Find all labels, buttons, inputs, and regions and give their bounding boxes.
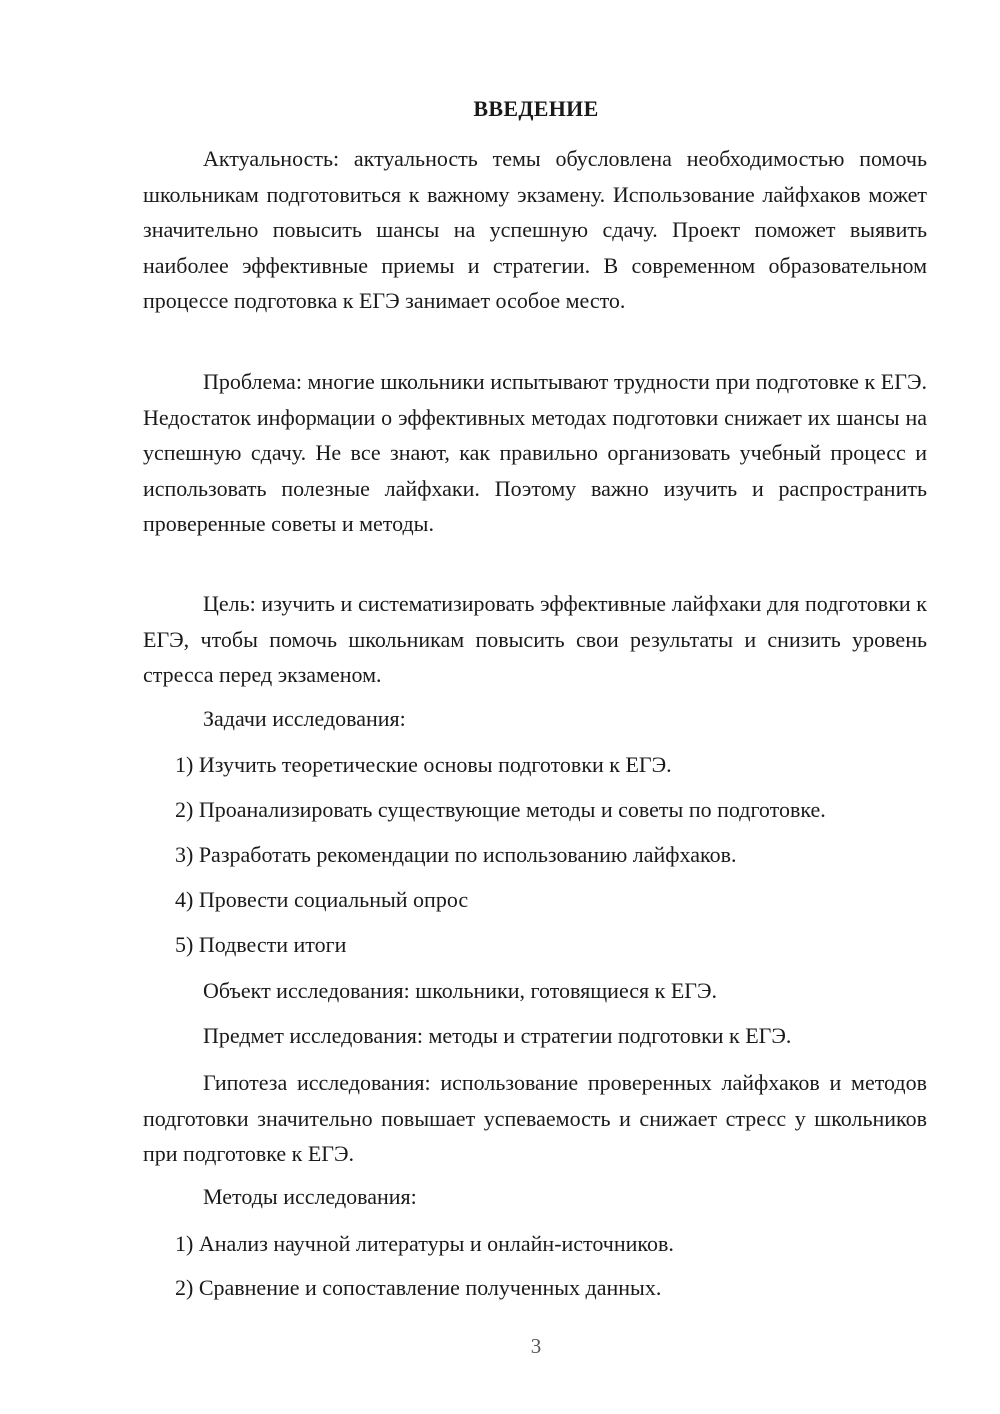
page-number: 3 <box>530 1334 542 1358</box>
subject-line: Предмет исследования: методы и стратегии подготовки к ЕГЭ. <box>203 1023 792 1048</box>
task-item-5: 5) Подвести итоги <box>175 932 347 957</box>
relevance-paragraph: Актуальность: актуальность темы обусловлена необходимостью помочь школьникам подготовиться к важному экзамену. Использование лайфхаков может значительно повысить шансы на успешную сдачу. Проект поможет выявить наиболее эффективные приемы и стратегии. В современном образовательном процессе подготовка к ЕГЭ занимает особое место. <box>143 146 927 313</box>
task-item-3: 3) Разработать рекомендации по использованию лайфхаков. <box>175 842 737 867</box>
page-heading: ВВЕДЕНИЕ <box>473 96 599 121</box>
object-line: Объект исследования: школьники, готовящиеся к ЕГЭ. <box>203 978 718 1003</box>
task-item-1: 1) Изучить теоретические основы подготовки к ЕГЭ. <box>175 752 672 777</box>
task-item-4: 4) Провести социальный опрос <box>175 887 469 912</box>
hypothesis-paragraph: Гипотеза исследования: использование проверенных лайфхаков и методов подготовки значительно повышает успеваемость и снижает стресс у школьников при подготовке к ЕГЭ. <box>143 1070 927 1166</box>
method-item-1: 1) Анализ научной литературы и онлайн-источников. <box>175 1231 674 1256</box>
problem-paragraph: Проблема: многие школьники испытывают трудности при подготовке к ЕГЭ. Недостаток информации о эффективных методах подготовки снижает их шансы на успешную сдачу. Не все знают, как правильно организовать учебный процесс и использовать полезные лайфхаки. Поэтому важно изучить и распространить проверенные советы и методы. <box>143 369 927 536</box>
methods-title: Методы исследования: <box>203 1184 417 1209</box>
method-item-2: 2) Сравнение и сопоставление полученных данных. <box>175 1275 662 1300</box>
tasks-title: Задачи исследования: <box>203 706 406 731</box>
goal-paragraph: Цель: изучить и систематизировать эффективные лайфхаки для подготовки к ЕГЭ, чтобы помочь школьникам повысить свои результаты и снизить уровень стресса перед экзаменом. <box>143 591 927 687</box>
task-item-2: 2) Проанализировать существующие методы и советы по подготовке. <box>175 797 826 822</box>
